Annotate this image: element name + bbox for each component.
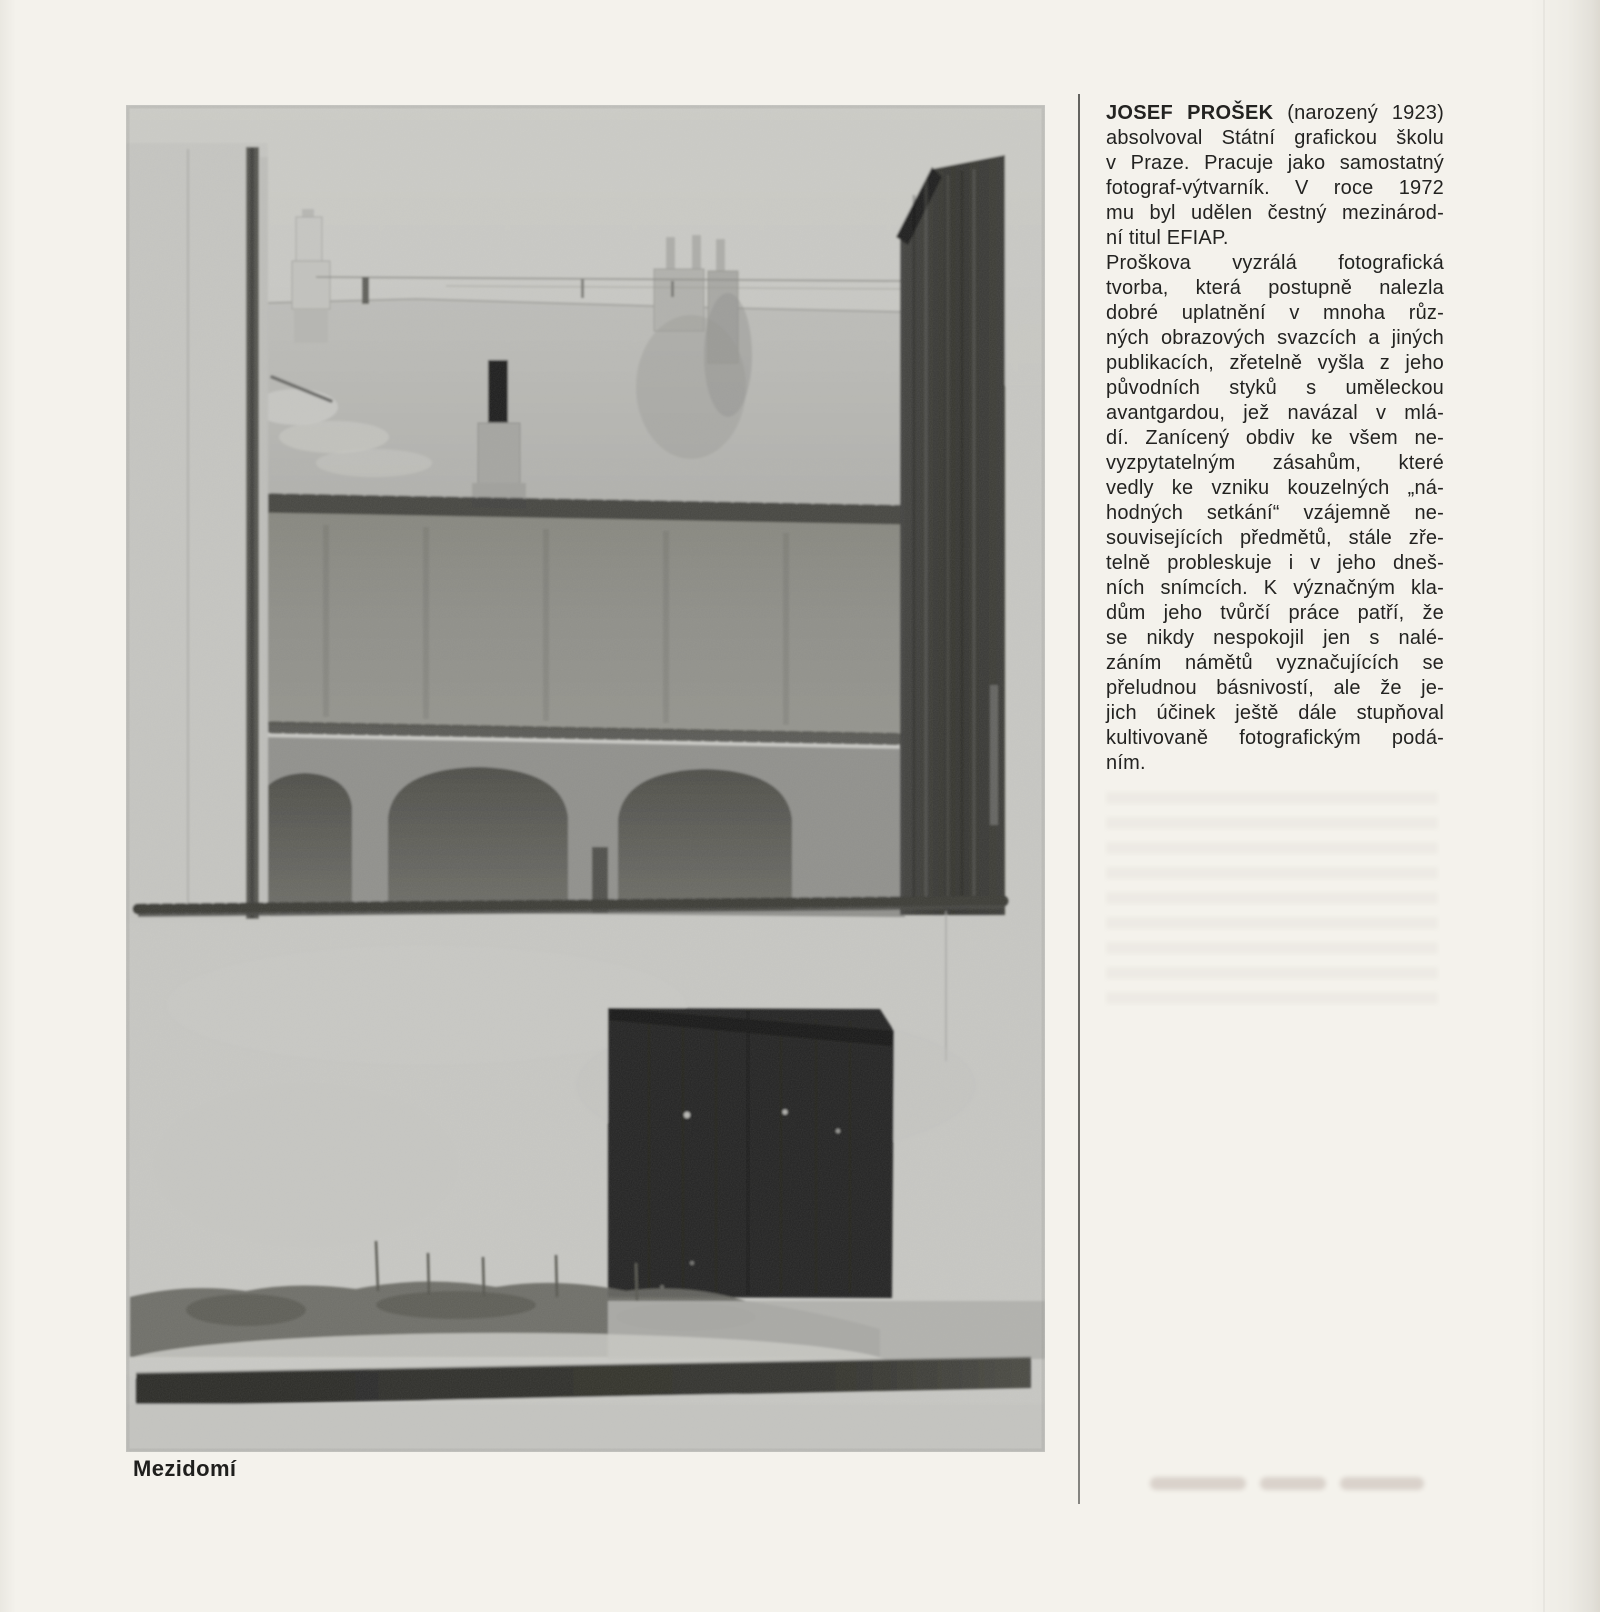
- article-line: mu byl udělen čestný mezinárod-: [1106, 202, 1444, 224]
- article-line: ní titul EFIAP.: [1106, 227, 1229, 249]
- article-line: absolvoval Státní grafickou školu: [1106, 127, 1444, 149]
- photo-caption: Mezidomí: [133, 1456, 237, 1481]
- article-line: avantgardou, jež navázal v mlá-: [1106, 402, 1444, 424]
- article-line: ných obrazových svazcích a jiných: [1106, 327, 1444, 349]
- page-right-shadow: [1528, 0, 1600, 1612]
- article-line: původních styků s uměleckou: [1106, 377, 1444, 399]
- article-line: publikacích, zřetelně vyšla z jeho: [1106, 352, 1444, 374]
- article-column: [1106, 101, 1444, 776]
- article-line: ním.: [1106, 752, 1146, 774]
- article-line: dí. Zanícený obdiv ke všem ne-: [1106, 427, 1444, 449]
- article-line: v Praze. Pracuje jako samostatný: [1106, 152, 1444, 174]
- article-line: hodných setkání“ vzájemně ne-: [1106, 502, 1444, 524]
- bleed-smudge: [1260, 1477, 1326, 1490]
- article-line: záním námětů vyznačujících se: [1106, 652, 1444, 674]
- print-bleedthrough-paragraph: [1106, 792, 1438, 1007]
- article-line: se nikdy nespokojil jen s nalé-: [1106, 627, 1444, 649]
- page-left-crease: [0, 0, 16, 1612]
- article-line: vedly ke vzniku kouzelných „ná-: [1106, 477, 1444, 499]
- article-line: ních snímcích. K význačným kla-: [1106, 577, 1444, 599]
- article-line: souvisejících předmětů, stále zře-: [1106, 527, 1444, 549]
- article-line: Proškova vyzrálá fotografická: [1106, 252, 1444, 274]
- article-line: vyzpytatelným zásahům, které: [1106, 452, 1444, 474]
- print-grain: [126, 105, 1045, 1452]
- bleed-smudge: [1340, 1477, 1424, 1490]
- article-line: dobré uplatnění v mnoha růz-: [1106, 302, 1444, 324]
- article-line: tvorba, která postupně nalezla: [1106, 277, 1444, 299]
- bleed-smudge: [1150, 1477, 1246, 1490]
- column-rule: [1078, 94, 1080, 1504]
- article-line: jich účinek ještě dále stupňoval: [1106, 702, 1444, 724]
- article-line: telně probleskuje i v jeho dneš-: [1106, 552, 1444, 574]
- article-line: kultivovaně fotografickým podá-: [1106, 727, 1444, 749]
- page-right-crease-line: [1543, 0, 1545, 1612]
- photograph: [126, 105, 1045, 1452]
- photograph-art: [126, 105, 1045, 1452]
- article-line: JOSEF PROŠEK (narozený 1923): [1106, 102, 1444, 124]
- print-bleedthrough-caption: [1150, 1472, 1430, 1494]
- article-line: fotograf-výtvarník. V roce 1972: [1106, 177, 1444, 199]
- article-line: dům jeho tvůrčí práce patří, že: [1106, 602, 1444, 624]
- article-line: přeludnou básnivostí, ale že je-: [1106, 677, 1444, 699]
